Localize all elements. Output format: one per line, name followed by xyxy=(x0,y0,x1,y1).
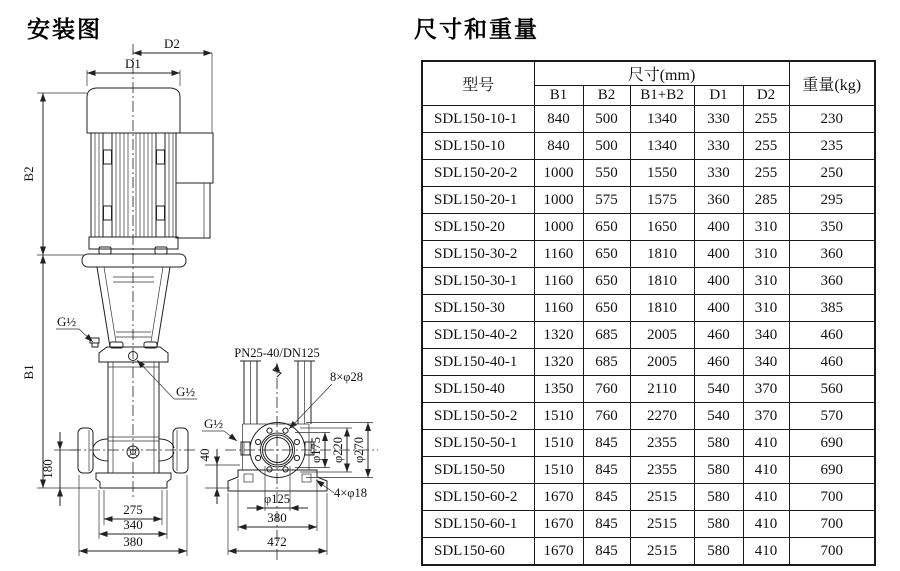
value-cell: 650 xyxy=(583,241,630,268)
value-cell: 840 xyxy=(534,106,583,133)
value-cell: 550 xyxy=(583,160,630,187)
value-cell: 845 xyxy=(583,430,630,457)
flange-rating-label: PN25-40/DN125 xyxy=(234,346,320,360)
value-cell: 1510 xyxy=(534,430,583,457)
value-cell: 700 xyxy=(789,484,875,511)
dim-label-phi175: φ175 xyxy=(309,437,323,463)
port-label-g-half-side: G½ xyxy=(204,416,224,431)
table-row xyxy=(422,376,875,403)
model-cell: SDL150-60 xyxy=(422,538,534,566)
table-title: 尺寸和重量 xyxy=(414,16,539,42)
value-cell: 330 xyxy=(694,160,743,187)
value-cell: 650 xyxy=(583,295,630,322)
table-row xyxy=(422,430,875,457)
value-cell: 410 xyxy=(743,538,789,566)
value-cell: 285 xyxy=(743,187,789,214)
table-row xyxy=(422,349,875,376)
value-cell: 540 xyxy=(694,403,743,430)
value-cell: 360 xyxy=(789,241,875,268)
value-cell: 2515 xyxy=(630,511,694,538)
value-cell: 1160 xyxy=(534,241,583,268)
value-cell: 2110 xyxy=(630,376,694,403)
value-cell: 370 xyxy=(743,403,789,430)
terminal-box-lower xyxy=(176,183,210,238)
value-cell: 760 xyxy=(583,376,630,403)
model-cell: SDL150-20-2 xyxy=(422,160,534,187)
value-cell: 250 xyxy=(789,160,875,187)
value-cell: 650 xyxy=(583,214,630,241)
value-cell: 690 xyxy=(789,457,875,484)
dim-label-phi125: φ125 xyxy=(264,492,290,506)
dim-label-b2: B2 xyxy=(21,166,36,182)
value-cell: 2515 xyxy=(630,484,694,511)
value-cell: 845 xyxy=(583,457,630,484)
dim-label-phi270: φ270 xyxy=(352,437,366,463)
value-cell: 1000 xyxy=(534,187,583,214)
dim-label-b1: B1 xyxy=(21,364,36,380)
value-cell: 2270 xyxy=(630,403,694,430)
model-cell: SDL150-40-1 xyxy=(422,349,534,376)
value-cell: 685 xyxy=(583,322,630,349)
table-row xyxy=(422,241,875,268)
value-cell: 1000 xyxy=(534,214,583,241)
table-header xyxy=(422,61,875,106)
value-cell: 1670 xyxy=(534,511,583,538)
value-cell: 575 xyxy=(583,187,630,214)
value-cell: 410 xyxy=(743,511,789,538)
value-cell: 255 xyxy=(743,133,789,160)
model-cell: SDL150-60-2 xyxy=(422,484,534,511)
table-body xyxy=(422,106,875,566)
diagram-title: 安装图 xyxy=(27,16,102,42)
value-cell: 1340 xyxy=(630,133,694,160)
value-cell: 460 xyxy=(789,349,875,376)
value-cell: 330 xyxy=(694,133,743,160)
port-label-g-half-drain: G½ xyxy=(176,384,196,399)
dim-label-40: 40 xyxy=(197,448,212,462)
value-cell: 1320 xyxy=(534,322,583,349)
table-row xyxy=(422,511,875,538)
value-cell: 400 xyxy=(694,295,743,322)
table-row xyxy=(422,457,875,484)
table-row xyxy=(422,160,875,187)
value-cell: 685 xyxy=(583,349,630,376)
value-cell: 360 xyxy=(694,187,743,214)
value-cell: 2005 xyxy=(630,322,694,349)
value-cell: 1350 xyxy=(534,376,583,403)
value-cell: 840 xyxy=(534,133,583,160)
dim-label-180: 180 xyxy=(40,459,55,479)
value-cell: 1670 xyxy=(534,538,583,566)
installation-diagram xyxy=(0,0,420,571)
model-cell: SDL150-40 xyxy=(422,376,534,403)
value-cell: 690 xyxy=(789,430,875,457)
pump-front-view xyxy=(70,44,213,500)
value-cell: 1320 xyxy=(534,349,583,376)
value-cell: 1160 xyxy=(534,268,583,295)
table-row xyxy=(422,484,875,511)
header-weight: 重量(kg) xyxy=(789,61,875,106)
header-model: 型号 xyxy=(422,61,534,106)
value-cell: 650 xyxy=(583,268,630,295)
table-row xyxy=(422,187,875,214)
dim-label-380-front: 380 xyxy=(123,534,143,549)
value-cell: 1810 xyxy=(630,241,694,268)
value-cell: 2515 xyxy=(630,538,694,566)
model-cell: SDL150-30-2 xyxy=(422,241,534,268)
value-cell: 400 xyxy=(694,268,743,295)
value-cell: 580 xyxy=(694,511,743,538)
value-cell: 700 xyxy=(789,511,875,538)
model-cell: SDL150-60-1 xyxy=(422,511,534,538)
model-cell: SDL150-50-1 xyxy=(422,430,534,457)
port-label-g-half-head: G½ xyxy=(57,314,77,329)
model-cell: SDL150-30-1 xyxy=(422,268,534,295)
dim-label-340: 340 xyxy=(123,517,143,532)
value-cell: 1810 xyxy=(630,295,694,322)
front-view-dimensions xyxy=(21,36,212,556)
value-cell: 580 xyxy=(694,457,743,484)
value-cell: 1650 xyxy=(630,214,694,241)
value-cell: 2355 xyxy=(630,430,694,457)
value-cell: 410 xyxy=(743,430,789,457)
value-cell: 400 xyxy=(694,214,743,241)
value-cell: 385 xyxy=(789,295,875,322)
value-cell: 230 xyxy=(789,106,875,133)
model-cell: SDL150-10 xyxy=(422,133,534,160)
header-d1: D1 xyxy=(694,86,743,106)
value-cell: 1340 xyxy=(630,106,694,133)
dimensions-weight-table xyxy=(421,60,876,566)
table-row xyxy=(422,106,875,133)
dim-label-d1: D1 xyxy=(125,56,141,71)
value-cell: 1810 xyxy=(630,268,694,295)
value-cell: 350 xyxy=(789,214,875,241)
header-b1b2: B1+B2 xyxy=(630,86,694,106)
table-row xyxy=(422,133,875,160)
value-cell: 255 xyxy=(743,106,789,133)
value-cell: 340 xyxy=(743,349,789,376)
value-cell: 460 xyxy=(694,322,743,349)
model-cell: SDL150-50 xyxy=(422,457,534,484)
value-cell: 310 xyxy=(743,295,789,322)
value-cell: 1510 xyxy=(534,403,583,430)
value-cell: 540 xyxy=(694,376,743,403)
value-cell: 560 xyxy=(789,376,875,403)
value-cell: 845 xyxy=(583,538,630,566)
value-cell: 700 xyxy=(789,538,875,566)
value-cell: 580 xyxy=(694,430,743,457)
header-d2: D2 xyxy=(743,86,789,106)
value-cell: 500 xyxy=(583,106,630,133)
value-cell: 255 xyxy=(743,160,789,187)
value-cell: 360 xyxy=(789,268,875,295)
value-cell: 1670 xyxy=(534,484,583,511)
table-row xyxy=(422,214,875,241)
value-cell: 2005 xyxy=(630,349,694,376)
model-cell: SDL150-10-1 xyxy=(422,106,534,133)
value-cell: 1160 xyxy=(534,295,583,322)
dim-label-4x18: 4×φ18 xyxy=(334,486,368,500)
value-cell: 1550 xyxy=(630,160,694,187)
value-cell: 340 xyxy=(743,322,789,349)
value-cell: 580 xyxy=(694,484,743,511)
value-cell: 580 xyxy=(694,538,743,566)
header-b2: B2 xyxy=(583,86,630,106)
value-cell: 235 xyxy=(789,133,875,160)
model-cell: SDL150-40-2 xyxy=(422,322,534,349)
value-cell: 570 xyxy=(789,403,875,430)
model-cell: SDL150-20 xyxy=(422,214,534,241)
table-row xyxy=(422,403,875,430)
value-cell: 845 xyxy=(583,484,630,511)
dim-label-d2: D2 xyxy=(164,36,180,51)
value-cell: 1575 xyxy=(630,187,694,214)
value-cell: 500 xyxy=(583,133,630,160)
value-cell: 460 xyxy=(694,349,743,376)
dim-label-275: 275 xyxy=(123,502,143,517)
table-row xyxy=(422,295,875,322)
model-cell: SDL150-20-1 xyxy=(422,187,534,214)
value-cell: 2355 xyxy=(630,457,694,484)
dim-label-380-side: 380 xyxy=(267,510,287,525)
value-cell: 330 xyxy=(694,106,743,133)
terminal-box-upper xyxy=(176,133,213,183)
table-row xyxy=(422,538,875,566)
model-cell: SDL150-30 xyxy=(422,295,534,322)
value-cell: 760 xyxy=(583,403,630,430)
table-row xyxy=(422,322,875,349)
value-cell: 460 xyxy=(789,322,875,349)
value-cell: 1510 xyxy=(534,457,583,484)
value-cell: 310 xyxy=(743,241,789,268)
dim-label-472: 472 xyxy=(267,534,287,549)
value-cell: 400 xyxy=(694,241,743,268)
header-b1: B1 xyxy=(534,86,583,106)
value-cell: 295 xyxy=(789,187,875,214)
dim-label-phi220: φ220 xyxy=(331,437,345,463)
table-row xyxy=(422,268,875,295)
value-cell: 410 xyxy=(743,457,789,484)
value-cell: 310 xyxy=(743,214,789,241)
value-cell: 310 xyxy=(743,268,789,295)
value-cell: 845 xyxy=(583,511,630,538)
value-cell: 370 xyxy=(743,376,789,403)
value-cell: 1000 xyxy=(534,160,583,187)
model-cell: SDL150-50-2 xyxy=(422,403,534,430)
header-size-group: 尺寸(mm) xyxy=(534,61,789,86)
value-cell: 410 xyxy=(743,484,789,511)
dim-label-8x28: 8×φ28 xyxy=(330,370,364,384)
